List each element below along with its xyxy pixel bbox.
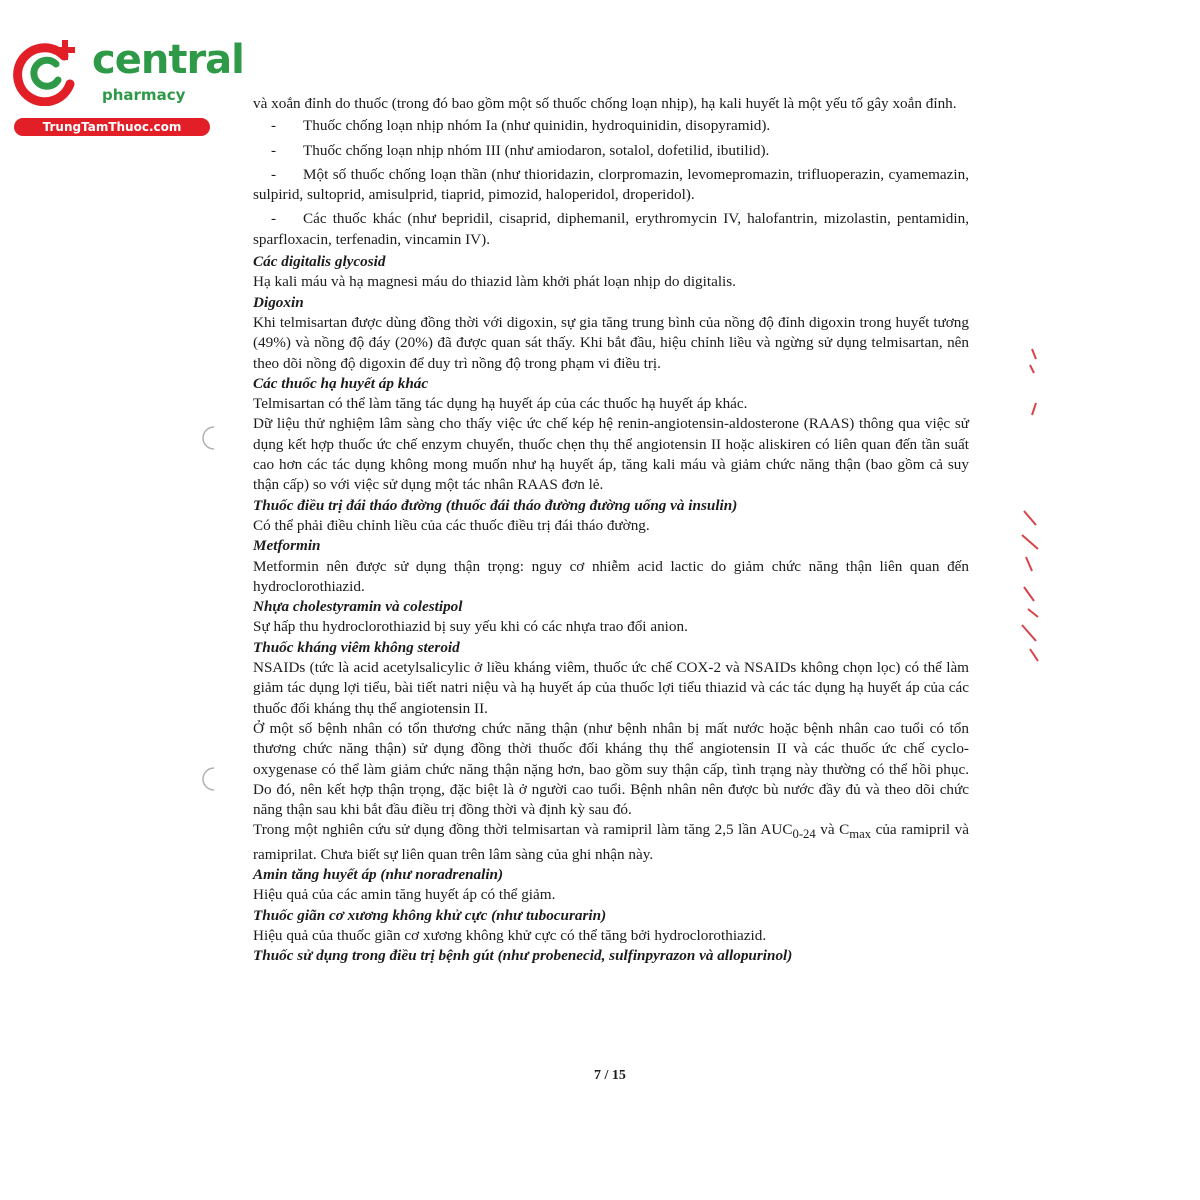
list-item bbox=[253, 209, 969, 250]
list-item-text: Các thuốc khác (như bepridil, cisaprid, diphemanil, erythromycin IV, halofantrin, mizolastin, pentamidin, sparfloxacin, terfenadin, vincamin IV). bbox=[253, 210, 969, 248]
section-heading: Thuốc giãn cơ xương không khử cực (như tubocurarin) bbox=[253, 906, 607, 924]
dash-bullet: - bbox=[271, 165, 277, 183]
brand-subtitle: pharmacy bbox=[102, 86, 186, 104]
paragraph: Sự hấp thu hydroclorothiazid bị suy yếu khi có các nhựa trao đổi anion. bbox=[253, 618, 688, 636]
list-item bbox=[253, 116, 969, 136]
paragraph: Hiệu quả của thuốc giãn cơ xương không khử cực có thể tăng bởi hydroclorothiazid. bbox=[253, 926, 767, 944]
paragraph: Telmisartan có thể làm tăng tác dụng hạ huyết áp của các thuốc hạ huyết áp khác. bbox=[253, 395, 748, 413]
text-run: của ramipril và ramiprilat. Chưa biết sự liên quan trên lâm sàng của ghi nhận này. bbox=[253, 821, 969, 863]
section-heading: Thuốc điều trị đái tháo đường (thuốc đái tháo đường đường uống và insulin) bbox=[253, 496, 738, 514]
list-item bbox=[253, 141, 969, 161]
punch-hole-mark-icon bbox=[196, 424, 218, 452]
dash-bullet: - bbox=[271, 141, 277, 159]
paragraph: Metformin nên được sử dụng thận trọng: nguy cơ nhiễm acid lactic do giảm chức năng thận liên quan đến hydroclorothiazid. bbox=[253, 557, 969, 595]
bullet-list bbox=[253, 116, 969, 250]
list-item-text: Một số thuốc chống loạn thần (như thioridazin, clorpromazin, levomepromazin, trifluoperazin, cyamemazin, sulpirid, sultoprid, amisulprid, tiaprid, pimozid, haloperidol, droperidol). bbox=[253, 165, 969, 204]
text-run: và C bbox=[815, 821, 850, 839]
brand-name: central bbox=[92, 37, 244, 83]
section-heading: Thuốc kháng viêm không steroid bbox=[253, 638, 460, 656]
list-item-text: Thuốc chống loạn nhịp nhóm Ia (như quinidin, hydroquinidin, disopyramid). bbox=[303, 117, 771, 135]
paragraph: NSAIDs (tức là acid acetylsalicylic ở liều kháng viêm, thuốc ức chế COX-2 và NSAIDs không chọn lọc) có thể làm giảm tác dụng lợi tiểu, bài tiết natri niệu và hạ huyết áp của thuốc lợi tiểu thiazid và các tác dụng hạ huyết áp của các thuốc đối kháng thụ thể angiotensin II. bbox=[253, 659, 969, 717]
red-stamp-edge-icon bbox=[1018, 505, 1044, 665]
section-heading: Các thuốc hạ huyết áp khác bbox=[253, 374, 429, 392]
paragraph: Ở một số bệnh nhân có tổn thương chức năng thận (như bệnh nhân bị mất nước hoặc bệnh nhân cao tuổi có tổn thương chức năng thận) sử dụng đồng thời thuốc đối kháng thụ thể angiotensin II và các thuốc ức chế cyclo-oxygenase có thể làm giảm chức năng thận nặng hơn, bao gồm suy thận cấp, tình trạng này thường có thể hồi phục. Do đó, nên kết hợp thận trọng, đặc biệt là ở người cao tuổi. Bệnh nhân nên được bù nước đầy đủ và theo dõi chức năng thận sau khi bắt đầu điều trị đồng thời và định kỳ sau đó. bbox=[253, 719, 969, 819]
page-number: 7 / 15 bbox=[594, 1068, 626, 1083]
paragraph: Khi telmisartan được dùng đồng thời với digoxin, sự gia tăng trung bình của nồng độ đỉnh digoxin trong huyết tương (49%) và nồng độ đáy (20%) đã được quan sát thấy. Khi bắt đầu, hiệu chỉnh liều và ngừng sử dụng telmisartan, nên theo dõi nồng độ digoxin để duy trì nồng độ trong phạm vi điều trị. bbox=[253, 313, 969, 372]
paragraph: Dữ liệu thử nghiệm lâm sàng cho thấy việc ức chế kép hệ renin-angiotensin-aldosterone (RAAS) thông qua việc sử dụng kết hợp thuốc ức chế enzym chuyển, thuốc chẹn thụ thể angiotensin II hoặc aliskiren có liên quan đến tần suất cao hơn các tác dụng không mong muốn như hạ huyết áp, tăng kali máu và giảm chức năng thận (bao gồm cả suy thận cấp) so với việc sử dụng một tác nhân RAAS đơn lẻ. bbox=[253, 415, 969, 494]
dash-bullet: - bbox=[271, 117, 277, 135]
section-heading: Digoxin bbox=[253, 293, 304, 311]
list-item-text: Thuốc chống loạn nhịp nhóm III (như amiodaron, sotalol, dofetilid, ibutilid). bbox=[303, 141, 770, 159]
paragraph: Có thể phải điều chỉnh liều của các thuốc điều trị đái tháo đường. bbox=[253, 516, 650, 534]
pharmacy-cross-logo-icon bbox=[12, 36, 82, 106]
paragraph: Hiệu quả của các amin tăng huyết áp có thể giảm. bbox=[253, 886, 556, 904]
document-body bbox=[253, 94, 969, 967]
red-stamp-edge-icon bbox=[1022, 345, 1048, 425]
brand-url-badge[interactable]: TrungTamThuoc.com bbox=[14, 118, 210, 136]
subscript: max bbox=[849, 827, 872, 842]
section-heading: Amin tăng huyết áp (như noradrenalin) bbox=[253, 866, 504, 884]
section-heading: Thuốc sử dụng trong điều trị bệnh gút (như probenecid, sulfinpyrazon và allopurinol) bbox=[253, 947, 793, 965]
paragraph bbox=[253, 820, 969, 865]
section-heading: Metformin bbox=[253, 537, 321, 555]
paragraph: và xoắn đỉnh do thuốc (trong đó bao gồm một số thuốc chống loạn nhịp), hạ kali huyết là một yếu tố gây xoắn đỉnh. bbox=[253, 95, 957, 112]
subscript: 0-24 bbox=[792, 827, 816, 842]
section-heading: Các digitalis glycosid bbox=[253, 253, 386, 271]
list-item bbox=[253, 165, 969, 206]
section-heading: Nhựa cholestyramin và colestipol bbox=[253, 598, 463, 616]
dash-bullet: - bbox=[271, 210, 277, 228]
punch-hole-mark-icon bbox=[196, 765, 218, 793]
text-run: Trong một nghiên cứu sử dụng đồng thời telmisartan và ramipril làm tăng 2,5 lần AUC bbox=[253, 821, 793, 839]
central-pharmacy-logo bbox=[12, 36, 244, 136]
paragraph: Hạ kali máu và hạ magnesi máu do thiazid làm khởi phát loạn nhịp do digitalis. bbox=[253, 273, 736, 291]
